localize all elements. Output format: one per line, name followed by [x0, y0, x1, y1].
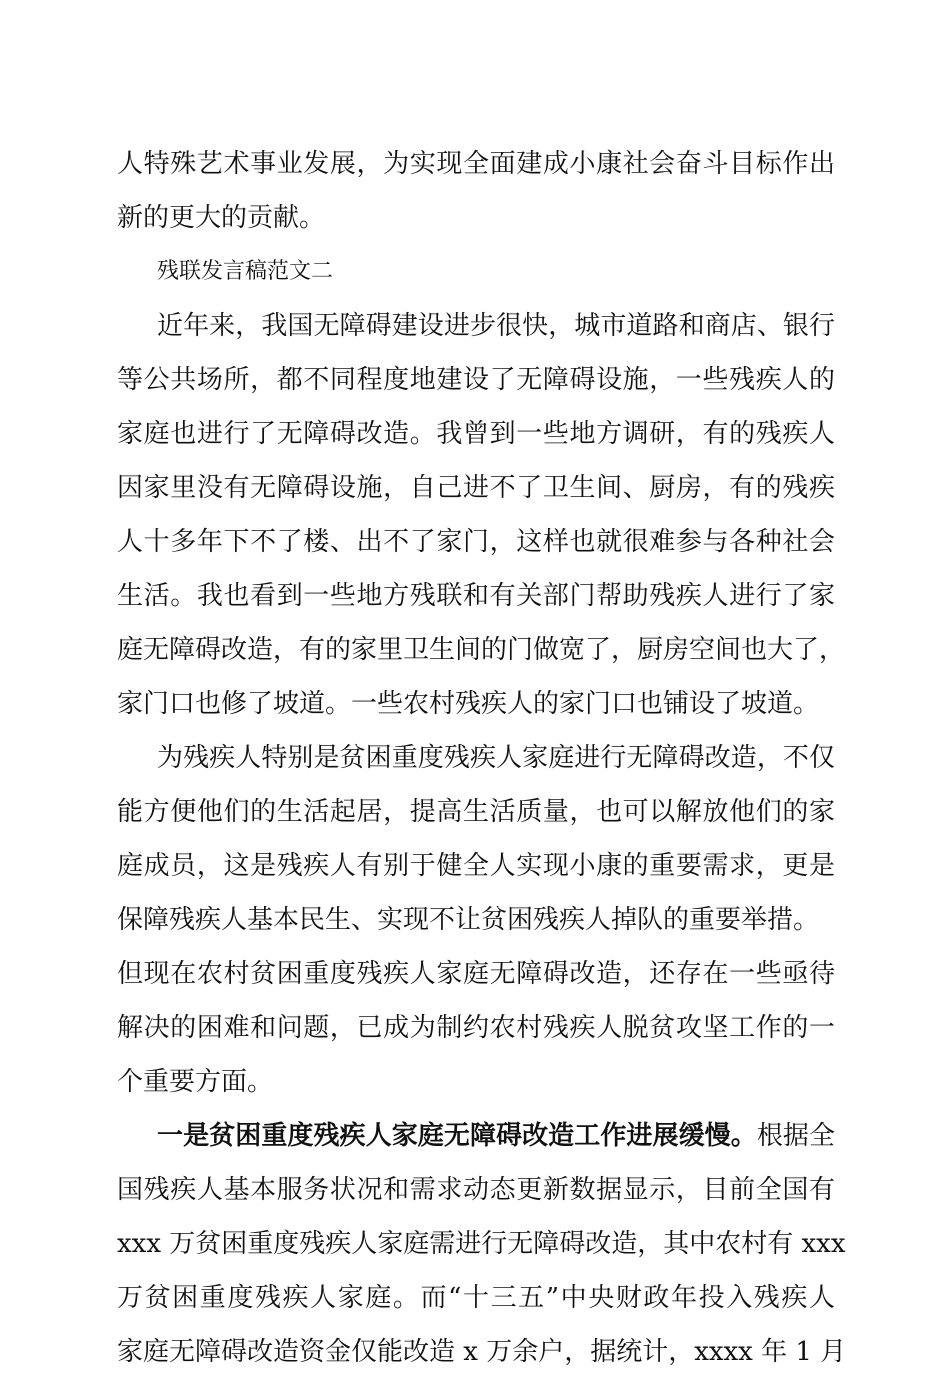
text-line: 但现在农村贫困重度残疾人家庭无障碍改造，还存在一些亟待: [117, 959, 835, 989]
text-line: 人十多年下不了楼、出不了家门，这样也就很难参与各种社会: [117, 527, 835, 557]
document-page: [117, 137, 847, 1379]
text-line: 万贫困重度残疾人家庭。而“十三五”中央财政年投入残疾人: [117, 1283, 835, 1313]
text-line: [117, 1109, 835, 1163]
text-line: 庭成员，这是残疾人有别于健全人实现小康的重要需求，更是: [117, 851, 835, 881]
text-line: 解决的困难和问题，已成为制约农村残疾人脱贫攻坚工作的一: [117, 1013, 835, 1043]
text-line: 新的更大的贡献。: [117, 203, 326, 233]
text-line: 人特殊艺术事业发展，为实现全面建成小康社会奋斗目标作出: [117, 149, 835, 179]
text-line: 因家里没有无障碍设施，自己进不了卫生间、厨房，有的残疾: [117, 473, 835, 503]
text-line: 个重要方面。: [117, 1067, 274, 1097]
text-line: 近年来，我国无障碍建设进步很快，城市道路和商店、银行: [157, 311, 835, 341]
text-line: 家庭无障碍改造资金仅能改造 x 万余户，据统计，xxxx 年 1 月: [117, 1337, 847, 1367]
text-line: 家庭也进行了无障碍改造。我曾到一些地方调研，有的残疾人: [117, 419, 835, 449]
text-line: 能方便他们的生活起居，提高生活质量，也可以解放他们的家: [117, 797, 835, 827]
text-line: 庭无障碍改造，有的家里卫生间的门做宽了，厨房空间也大了，: [117, 635, 846, 665]
text-line: 为残疾人特别是贫困重度残疾人家庭进行无障碍改造，不仅: [157, 743, 835, 773]
text-line: 家门口也修了坡道。一些农村残疾人的家门口也铺设了坡道。: [117, 689, 820, 719]
text-line: 等公共场所，都不同程度地建设了无障碍设施，一些残疾人的: [117, 365, 835, 395]
bold-lead: 一是贫困重度残疾人家庭无障碍改造工作进展缓慢。: [157, 1121, 757, 1151]
text-line: xxx 万贫困重度残疾人家庭需进行无障碍改造，其中农村有 xxx: [117, 1229, 846, 1259]
text-line: 保障残疾人基本民生、实现不让贫困残疾人掉队的重要举措。: [117, 905, 820, 935]
text-line: 国残疾人基本服务状况和需求动态更新数据显示，目前全国有: [117, 1175, 835, 1205]
text-run: 根据全: [756, 1121, 835, 1151]
section-title: 残联发言稿范文二: [157, 259, 334, 284]
text-line: 生活。我也看到一些地方残联和有关部门帮助残疾人进行了家: [117, 581, 835, 611]
